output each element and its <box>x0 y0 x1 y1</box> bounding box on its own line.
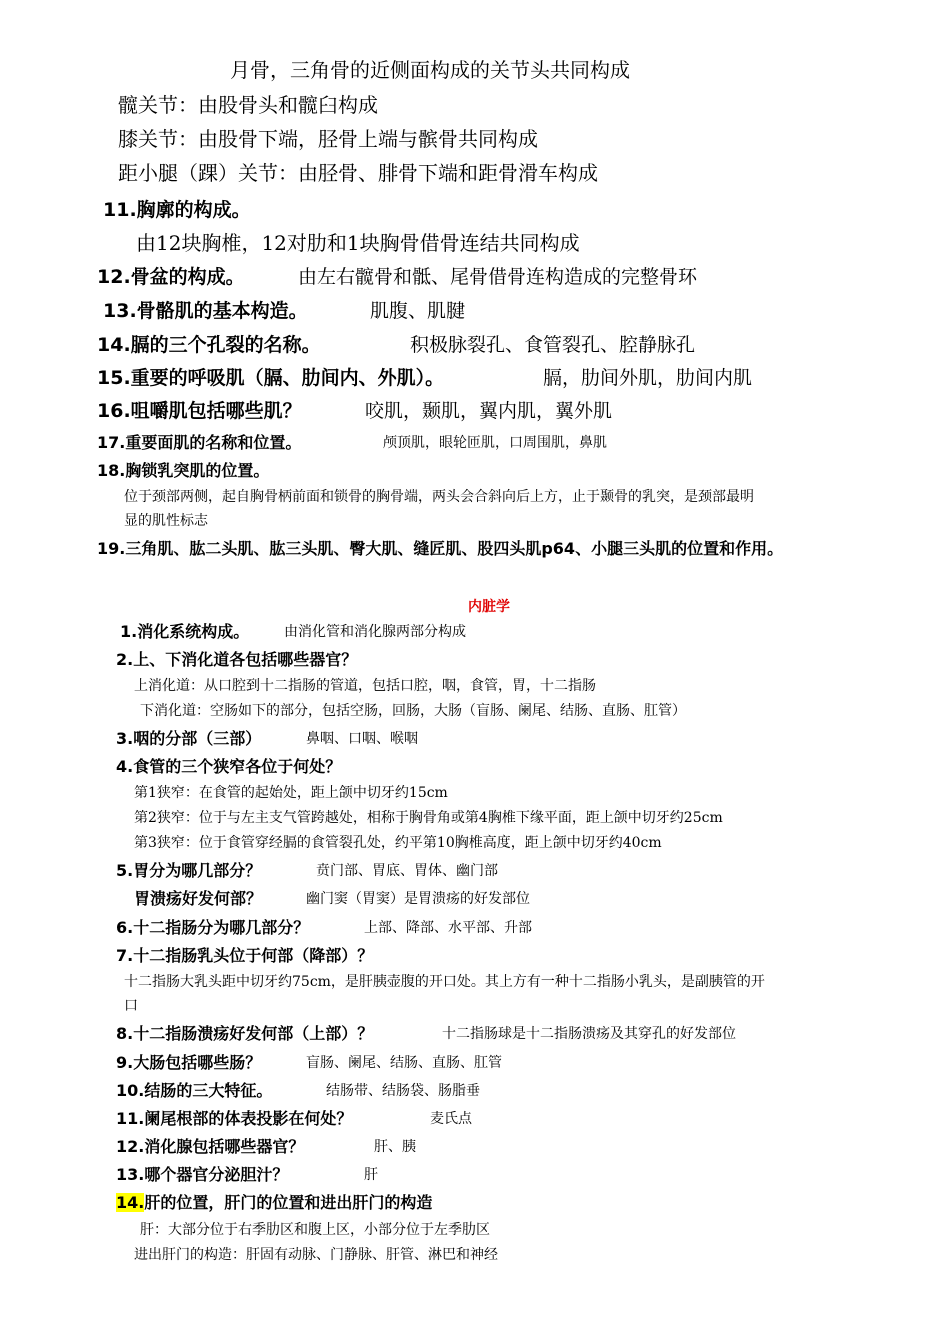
q11-thorax-answer: 由12块胸椎，12对肋和1块胸骨借骨连结共同构成 <box>136 231 580 255</box>
v-q1-question: 1.消化系统构成。 <box>120 622 250 641</box>
v-q12-answer: 肝、胰 <box>374 1139 416 1155</box>
q18-scm-answer-line1: 位于颈部两侧，起自胸骨柄前面和锁骨的胸骨端，两头会合斜向后上方，止于颞骨的乳突，是颈部最明 <box>124 489 754 505</box>
v-q7-question: 7.十二指肠乳头位于何部（降部）？ <box>116 946 374 965</box>
q16-masticatory-answer: 咬肌，颞肌，翼内肌，翼外肌 <box>365 400 613 422</box>
v-q9-answer: 盲肠、阑尾、结肠、直肠、肛管 <box>306 1055 502 1071</box>
v-q4-question: 4.食管的三个狭窄各位于何处？ <box>116 757 342 776</box>
q13-muscle-structure-answer: 肌腹、肌腱 <box>370 300 466 322</box>
q11-thorax-question: 11.胸廓的构成。 <box>103 199 251 221</box>
v-q4-answer-1: 第1狭窄：在食管的起始处，距上颌中切牙约15cm <box>134 785 448 801</box>
q15-respiratory-answer: 膈，肋间外肌，肋间内肌 <box>543 367 753 389</box>
v-q13-question: 13.哪个器官分泌胆汁？ <box>116 1165 289 1184</box>
v-q12-question: 12.消化腺包括哪些器官？ <box>116 1137 305 1156</box>
v-q8-answer: 十二指肠球是十二指肠溃疡及其穿孔的好发部位 <box>442 1026 736 1042</box>
v-q7-answer-line1: 十二指肠大乳头距中切牙约75cm，是肝胰壶腹的开口处。其上方有一种十二指肠小乳头，是副胰管的开 <box>124 974 765 990</box>
q15-respiratory-question: 15.重要的呼吸肌（膈、肋间内、外肌）。 <box>97 367 445 389</box>
v-q5b-question: 胃溃疡好发何部？ <box>134 889 263 908</box>
q18-scm-answer-line2: 显的肌性标志 <box>124 513 208 529</box>
v-q4-answer-3: 第3狭窄：位于食管穿经膈的食管裂孔处，约平第10胸椎高度，距上颌中切牙约40cm <box>134 835 662 851</box>
v-q2-answer-upper: 上消化道：从口腔到十二指肠的管道，包括口腔，咽，食管，胃，十二指肠 <box>134 678 596 694</box>
q13-muscle-structure-question: 13.骨骼肌的基本构造。 <box>103 300 308 322</box>
v-q11-question: 11.阑尾根部的体表投影在何处？ <box>116 1109 353 1128</box>
v-q13-answer: 肝 <box>364 1167 378 1183</box>
v-q10-question: 10.结肠的三大特征。 <box>116 1081 273 1100</box>
v-q11-answer: 麦氏点 <box>430 1111 472 1127</box>
q12-pelvis-question: 12.骨盆的构成。 <box>97 266 245 288</box>
v-q4-answer-2: 第2狭窄：位于与左主支气管跨越处，相称于胸骨角或第4胸椎下缘平面，距上颌中切牙约25cm <box>134 810 723 826</box>
q16-masticatory-question: 16.咀嚼肌包括哪些肌？ <box>97 400 302 422</box>
v-q14-answer-liver: 肝：大部分位于右季肋区和腹上区，小部分位于左季肋区 <box>140 1222 490 1238</box>
v-q6-answer: 上部、降部、水平部、升部 <box>364 920 532 936</box>
q17-facial-question: 17.重要面肌的名称和位置。 <box>97 433 302 452</box>
knee-joint-line: 膝关节：由股骨下端，胫骨上端与髌骨共同构成 <box>118 127 538 151</box>
v-q5-question: 5.胃分为哪几部分？ <box>116 861 262 880</box>
v-q7-answer-line2: 口 <box>124 998 138 1014</box>
v-q2-question: 2.上、下消化道各包括哪些器官？ <box>116 650 358 669</box>
hip-joint-line: 髋关节：由股骨头和髋臼构成 <box>118 93 378 117</box>
v-q14-question-line <box>116 1193 432 1212</box>
v-q10-answer: 结肠带、结肠袋、肠脂垂 <box>326 1083 480 1099</box>
q12-pelvis-answer: 由左右髋骨和骶、尾骨借骨连构造成的完整骨环 <box>298 266 698 288</box>
v-q3-answer: 鼻咽、口咽、喉咽 <box>306 731 418 747</box>
v-q5b-answer: 幽门窦（胃窦）是胃溃疡的好发部位 <box>306 891 530 907</box>
v-q14-question: 肝的位置，肝门的位置和进出肝门的构造 <box>144 1193 433 1212</box>
q17-facial-answer: 颅顶肌，眼轮匝肌，口周围肌，鼻肌 <box>383 435 607 451</box>
q14-diaphragm-answer: 积极脉裂孔、食管裂孔、腔静脉孔 <box>410 334 696 356</box>
q19-muscles-question: 19.三角肌、肱二头肌、肱三头肌、臀大肌、缝匠肌、股四头肌p64、小腿三头肌的位置和作用。 <box>97 539 784 558</box>
wrist-joint-continuation: 月骨，三角骨的近侧面构成的关节头共同构成 <box>230 58 630 82</box>
v-q5-answer: 贲门部、胃底、胃体、幽门部 <box>316 863 498 879</box>
v-q2-answer-lower: 下消化道：空肠如下的部分，包括空肠，回肠，大肠（盲肠、阑尾、结肠、直肠、肛管） <box>140 703 686 719</box>
v-q1-answer: 由消化管和消化腺两部分构成 <box>284 624 466 640</box>
section-title-viscera: 内脏学 <box>468 599 510 615</box>
v-q9-question: 9.大肠包括哪些肠？ <box>116 1053 262 1072</box>
v-q8-question: 8.十二指肠溃疡好发何部（上部）？ <box>116 1024 374 1043</box>
v-q14-answer-hilum: 进出肝门的构造：肝固有动脉、门静脉、肝管、淋巴和神经 <box>134 1247 498 1263</box>
q14-diaphragm-question: 14.膈的三个孔裂的名称。 <box>97 334 321 356</box>
v-q6-question: 6.十二指肠分为哪几部分？ <box>116 918 310 937</box>
v-q14-number-highlight: 14. <box>116 1193 145 1212</box>
q18-scm-question: 18.胸锁乳突肌的位置。 <box>97 461 270 480</box>
v-q3-question: 3.咽的分部（三部） <box>116 729 262 748</box>
ankle-joint-line: 距小腿（踝）关节：由胫骨、腓骨下端和距骨滑车构成 <box>118 161 598 185</box>
